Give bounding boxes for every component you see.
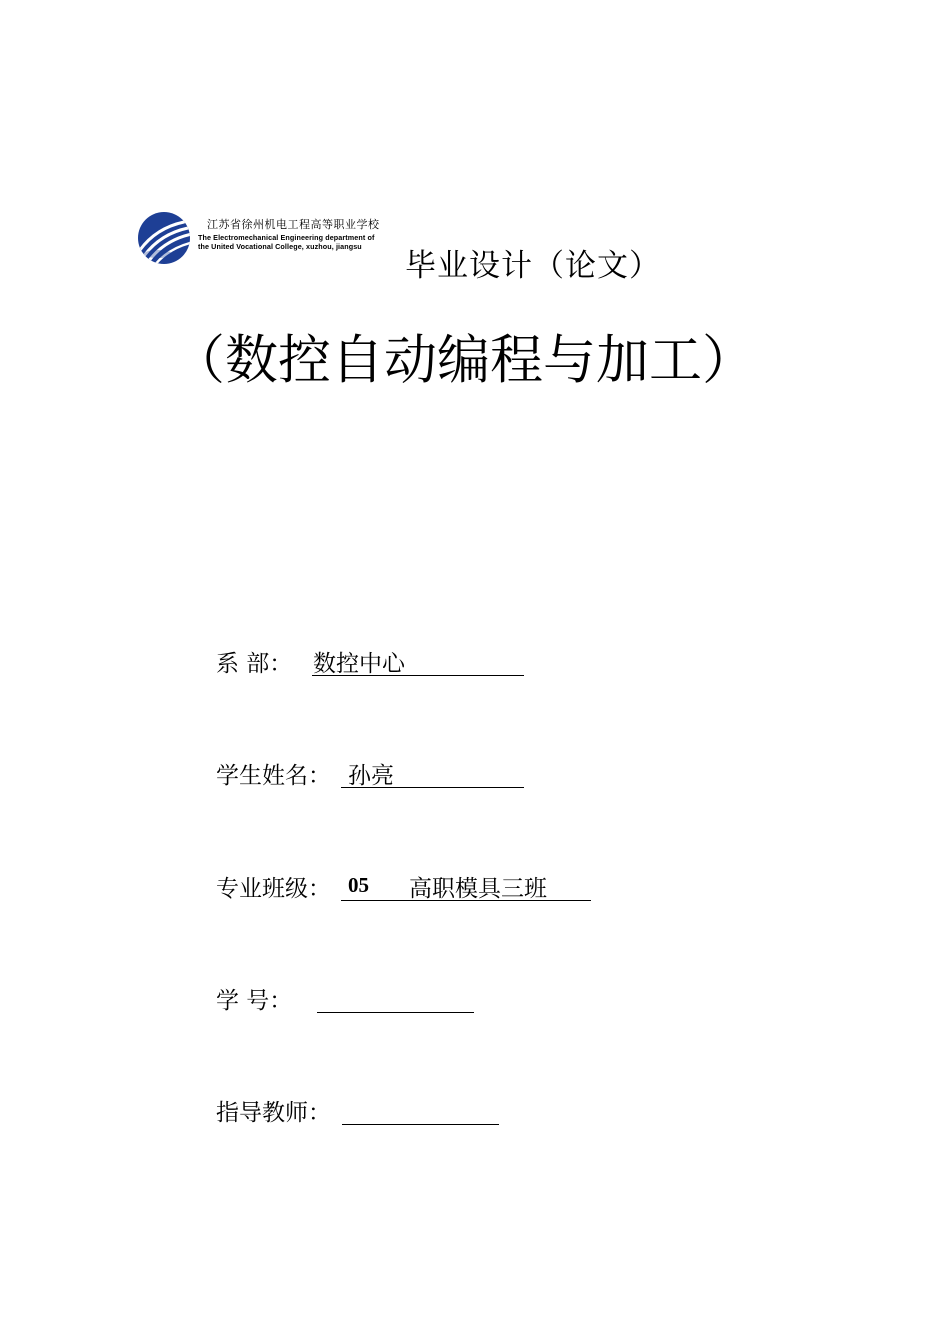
thesis-title: （数控自动编程与加工） — [172, 330, 755, 391]
advisor-underline — [342, 1094, 499, 1125]
school-name-en-line1: The Electromechanical Engineering department of — [198, 233, 375, 242]
department-value: 数控中心 — [313, 651, 405, 677]
major-class-label: 专业班级： — [216, 876, 331, 902]
student-name-label: 学生姓名： — [216, 763, 331, 789]
student-id-label: 学 号： — [216, 988, 293, 1014]
department-label: 系 部： — [216, 651, 293, 677]
major-class-number: 05 — [348, 873, 369, 897]
student-id-underline — [317, 982, 474, 1013]
school-name-cn: 江苏省徐州机电工程高等职业学校 — [207, 218, 380, 231]
student-name-value: 孙亮 — [348, 763, 394, 789]
major-class-value: 高职模具三班 — [409, 876, 547, 902]
school-name-block — [198, 219, 380, 250]
advisor-label: 指导教师： — [216, 1100, 331, 1126]
document-type: 毕业设计（论文） — [405, 248, 661, 284]
school-emblem-icon — [136, 210, 192, 266]
school-name-en-line2: the United Vocational College, xuzhou, jiangsu — [198, 242, 362, 252]
